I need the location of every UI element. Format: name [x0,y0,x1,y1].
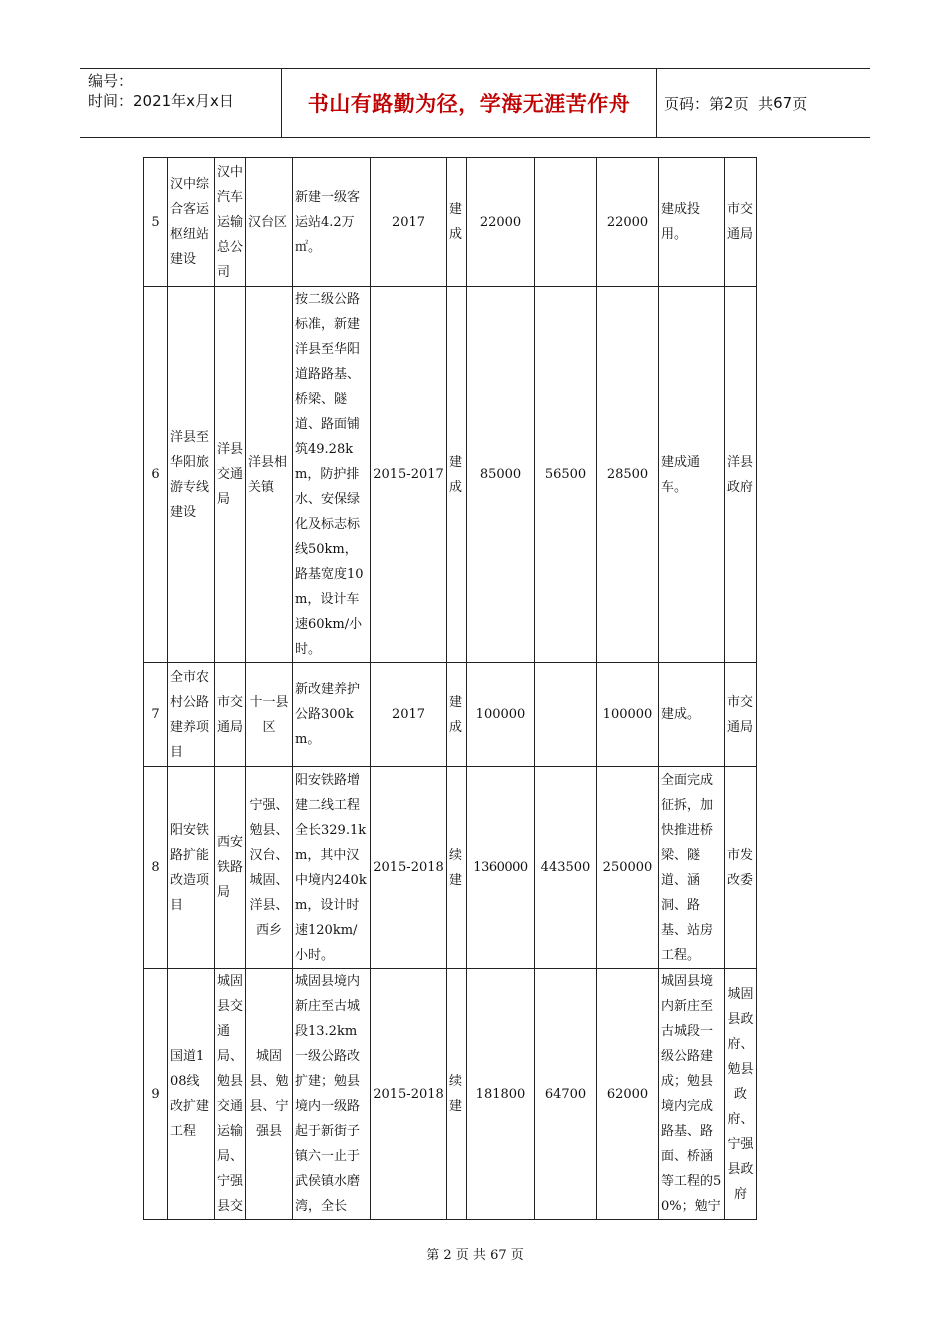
project-location: 十一县区 [246,663,293,767]
project-type: 续建 [447,767,467,969]
table-row [144,767,757,969]
project-unit: 西安铁路局 [215,767,246,969]
total-investment: 1360000 [467,767,535,969]
planned-investment: 22000 [597,158,659,287]
responsible-unit: 市交通局 [725,158,757,287]
page-header [80,68,870,138]
project-period: 2015-2018 [371,767,447,969]
project-location: 城固县、勉县、宁强县 [246,969,293,1220]
planned-investment: 100000 [597,663,659,767]
project-content: 新建一级客运站4.2万㎡。 [293,158,371,287]
footer-prefix: 第 [426,1248,440,1263]
project-name: 阳安铁路扩能改造项目 [168,767,215,969]
project-type: 续建 [447,969,467,1220]
completed-investment [535,158,597,287]
footer-total: 67 [490,1248,507,1263]
page-total: 67 [773,94,793,112]
planned-investment: 62000 [597,969,659,1220]
project-period: 2015-2018 [371,969,447,1220]
table-row [144,663,757,767]
project-content: 阳安铁路增建二线工程全长329.1km，其中汉中境内240km，设计时速120km/小时。 [293,767,371,969]
project-content: 新改建养护公路300km。 [293,663,371,767]
project-goal: 建成。 [659,663,725,767]
project-unit: 洋县交通局 [215,287,246,663]
project-name: 汉中综合客运枢纽站建设 [168,158,215,287]
row-number: 8 [144,767,168,969]
row-number: 5 [144,158,168,287]
page-current: 2 [724,94,734,112]
project-period: 2015-2017 [371,287,447,663]
project-goal: 全面完成征拆，加快推进桥梁、隧道、涵洞、路基、站房工程。 [659,767,725,969]
project-location: 汉台区 [246,158,293,287]
header-page-number [664,69,864,137]
page-prefix: 页码：第 [664,94,725,113]
footer-current: 2 [443,1248,452,1263]
project-goal: 城固县境内新庄至古城段一级公路建成；勉县境内完成路基、路面、桥涵等工程的50%；勉宁 [659,969,725,1220]
time-label: 时间：2021年x月x日 [88,92,234,110]
page-footer [0,1244,950,1263]
project-name: 全市农村公路建养项目 [168,663,215,767]
page-suffix: 页 [792,94,808,113]
total-investment: 85000 [467,287,535,663]
total-investment: 181800 [467,969,535,1220]
project-unit: 汉中汽车运输总公司 [215,158,246,287]
footer-suffix: 页 [510,1248,524,1263]
project-period: 2017 [371,158,447,287]
project-table [143,157,757,1220]
table-row [144,158,757,287]
row-number: 9 [144,969,168,1220]
project-content: 按二级公路标准，新建洋县至华阳道路路基、桥梁、隧道、路面铺筑49.28km，防护排水、安保绿化及标志标线50km，路基宽度10m，设计车速60km/小时。 [293,287,371,663]
responsible-unit: 市交通局 [725,663,757,767]
row-number: 6 [144,287,168,663]
number-label: 编号： [88,72,134,90]
completed-investment: 64700 [535,969,597,1220]
table-row [144,287,757,663]
project-name: 洋县至华阳旅游专线建设 [168,287,215,663]
project-goal: 建成通车。 [659,287,725,663]
header-motto: 书山有路勤为径，学海无涯苦作舟 [307,92,631,116]
page-middle: 页 共 [733,94,774,113]
planned-investment: 28500 [597,287,659,663]
responsible-unit: 城固县政府、勉县政府、宁强县政府 [725,969,757,1220]
table-row [144,969,757,1220]
completed-investment [535,663,597,767]
completed-investment: 56500 [535,287,597,663]
project-location: 洋县相关镇 [246,287,293,663]
project-content: 城固县境内新庄至古城段13.2km一级公路改扩建；勉县境内一级路起于新街子镇六一止于武侯镇水磨湾，全长 [293,969,371,1220]
project-unit: 城固县交通局、勉县交通运输局、宁强县交 [215,969,246,1220]
footer-middle: 页 共 [455,1248,486,1263]
row-number: 7 [144,663,168,767]
project-type: 建成 [447,287,467,663]
project-type: 建成 [447,663,467,767]
total-investment: 100000 [467,663,535,767]
completed-investment: 443500 [535,767,597,969]
project-type: 建成 [447,158,467,287]
project-goal: 建成投用。 [659,158,725,287]
responsible-unit: 洋县政府 [725,287,757,663]
planned-investment: 250000 [597,767,659,969]
project-name: 国道108线改扩建工程 [168,969,215,1220]
project-unit: 市交通局 [215,663,246,767]
header-divider [656,69,657,137]
project-period: 2017 [371,663,447,767]
header-meta [88,71,288,135]
project-location: 宁强、勉县、汉台、城固、洋县、西乡 [246,767,293,969]
total-investment: 22000 [467,158,535,287]
responsible-unit: 市发改委 [725,767,757,969]
